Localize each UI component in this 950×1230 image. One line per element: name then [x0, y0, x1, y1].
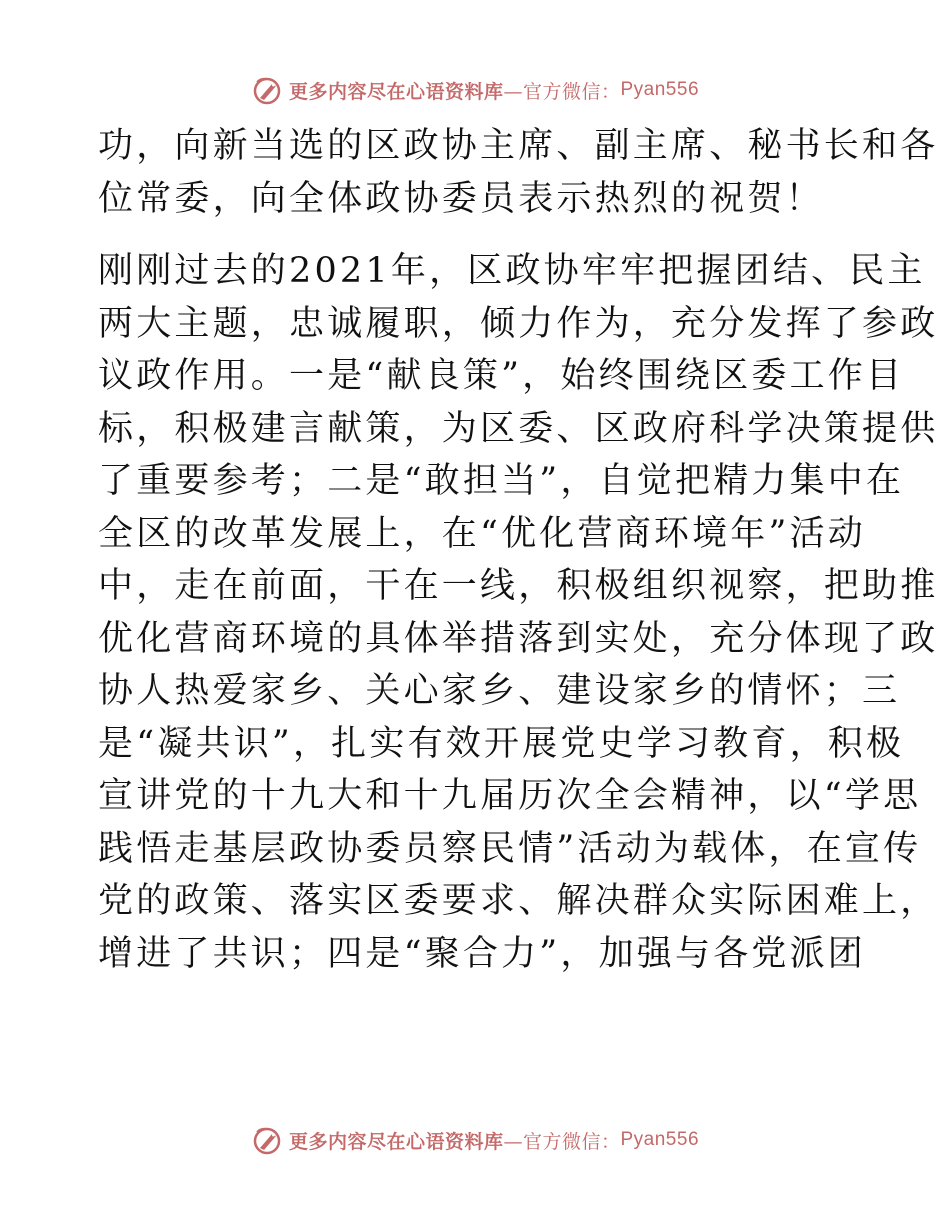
- text-line: 协人热爱家乡、关心家乡、建设家乡的情怀；三: [98, 671, 901, 711]
- watermark-site-name: 更多内容尽在心语资料库: [288, 80, 504, 103]
- footer-watermark: [0, 1120, 950, 1160]
- text-line: 议政作用。一是“献良策”，始终围绕区委工作目: [98, 356, 905, 396]
- text-line: 位常委，向全体政协委员表示热烈的祝贺！: [98, 178, 824, 219]
- watermark-site-name: 更多内容尽在心语资料库: [288, 1130, 504, 1153]
- text-line: 中，走在前面，干在一线，积极组织视察，把助推: [98, 566, 939, 606]
- text-line: 功，向新当选的区政协主席、副主席、秘书长和各: [98, 126, 939, 166]
- text-line: 优化营商环境的具体举措落到实处，充分体现了政: [98, 618, 939, 659]
- text-line: 标，积极建言献策，为区委、区政府科学决策提供: [98, 408, 939, 449]
- watermark-separator: —官方微信：: [503, 1130, 621, 1153]
- text-line: 践悟走基层政协委员察民情”活动为载体，在宣传: [98, 828, 922, 869]
- text-line: 两大主题，忠诚履职，倾力作为，充分发挥了参政: [98, 303, 939, 344]
- header-watermark: [0, 70, 950, 110]
- paragraph-1: [98, 120, 939, 225]
- watermark-wechat-id: Pyan556: [620, 1129, 700, 1150]
- watermark-wechat-id: Pyan556: [620, 79, 700, 100]
- text-line: 增进了共识；四是“聚合力”，加强与各党派团: [98, 933, 866, 974]
- watermark-separator: —官方微信：: [503, 80, 621, 103]
- text-line: 是“凝共识”，扎实有效开展党史学习教育，积极: [98, 723, 905, 764]
- text-line: 宣讲党的十九大和十九届历次全会精神，以“学思: [98, 776, 922, 816]
- text-line: 全区的改革发展上，在“优化营商环境年”活动: [98, 513, 866, 554]
- document-body: [98, 120, 939, 980]
- pen-nib-logo-icon: [251, 74, 283, 106]
- paragraph-2: [98, 245, 939, 980]
- pen-nib-logo-icon: [251, 1124, 283, 1156]
- text-line: 党的政策、落实区委要求、解决群众实际困难上，: [98, 881, 939, 921]
- text-line: 了重要参考；二是“敢担当”，自觉把精力集中在: [98, 461, 905, 501]
- text-line: 刚刚过去的2021年，区政协牢牢把握团结、民主: [98, 251, 926, 291]
